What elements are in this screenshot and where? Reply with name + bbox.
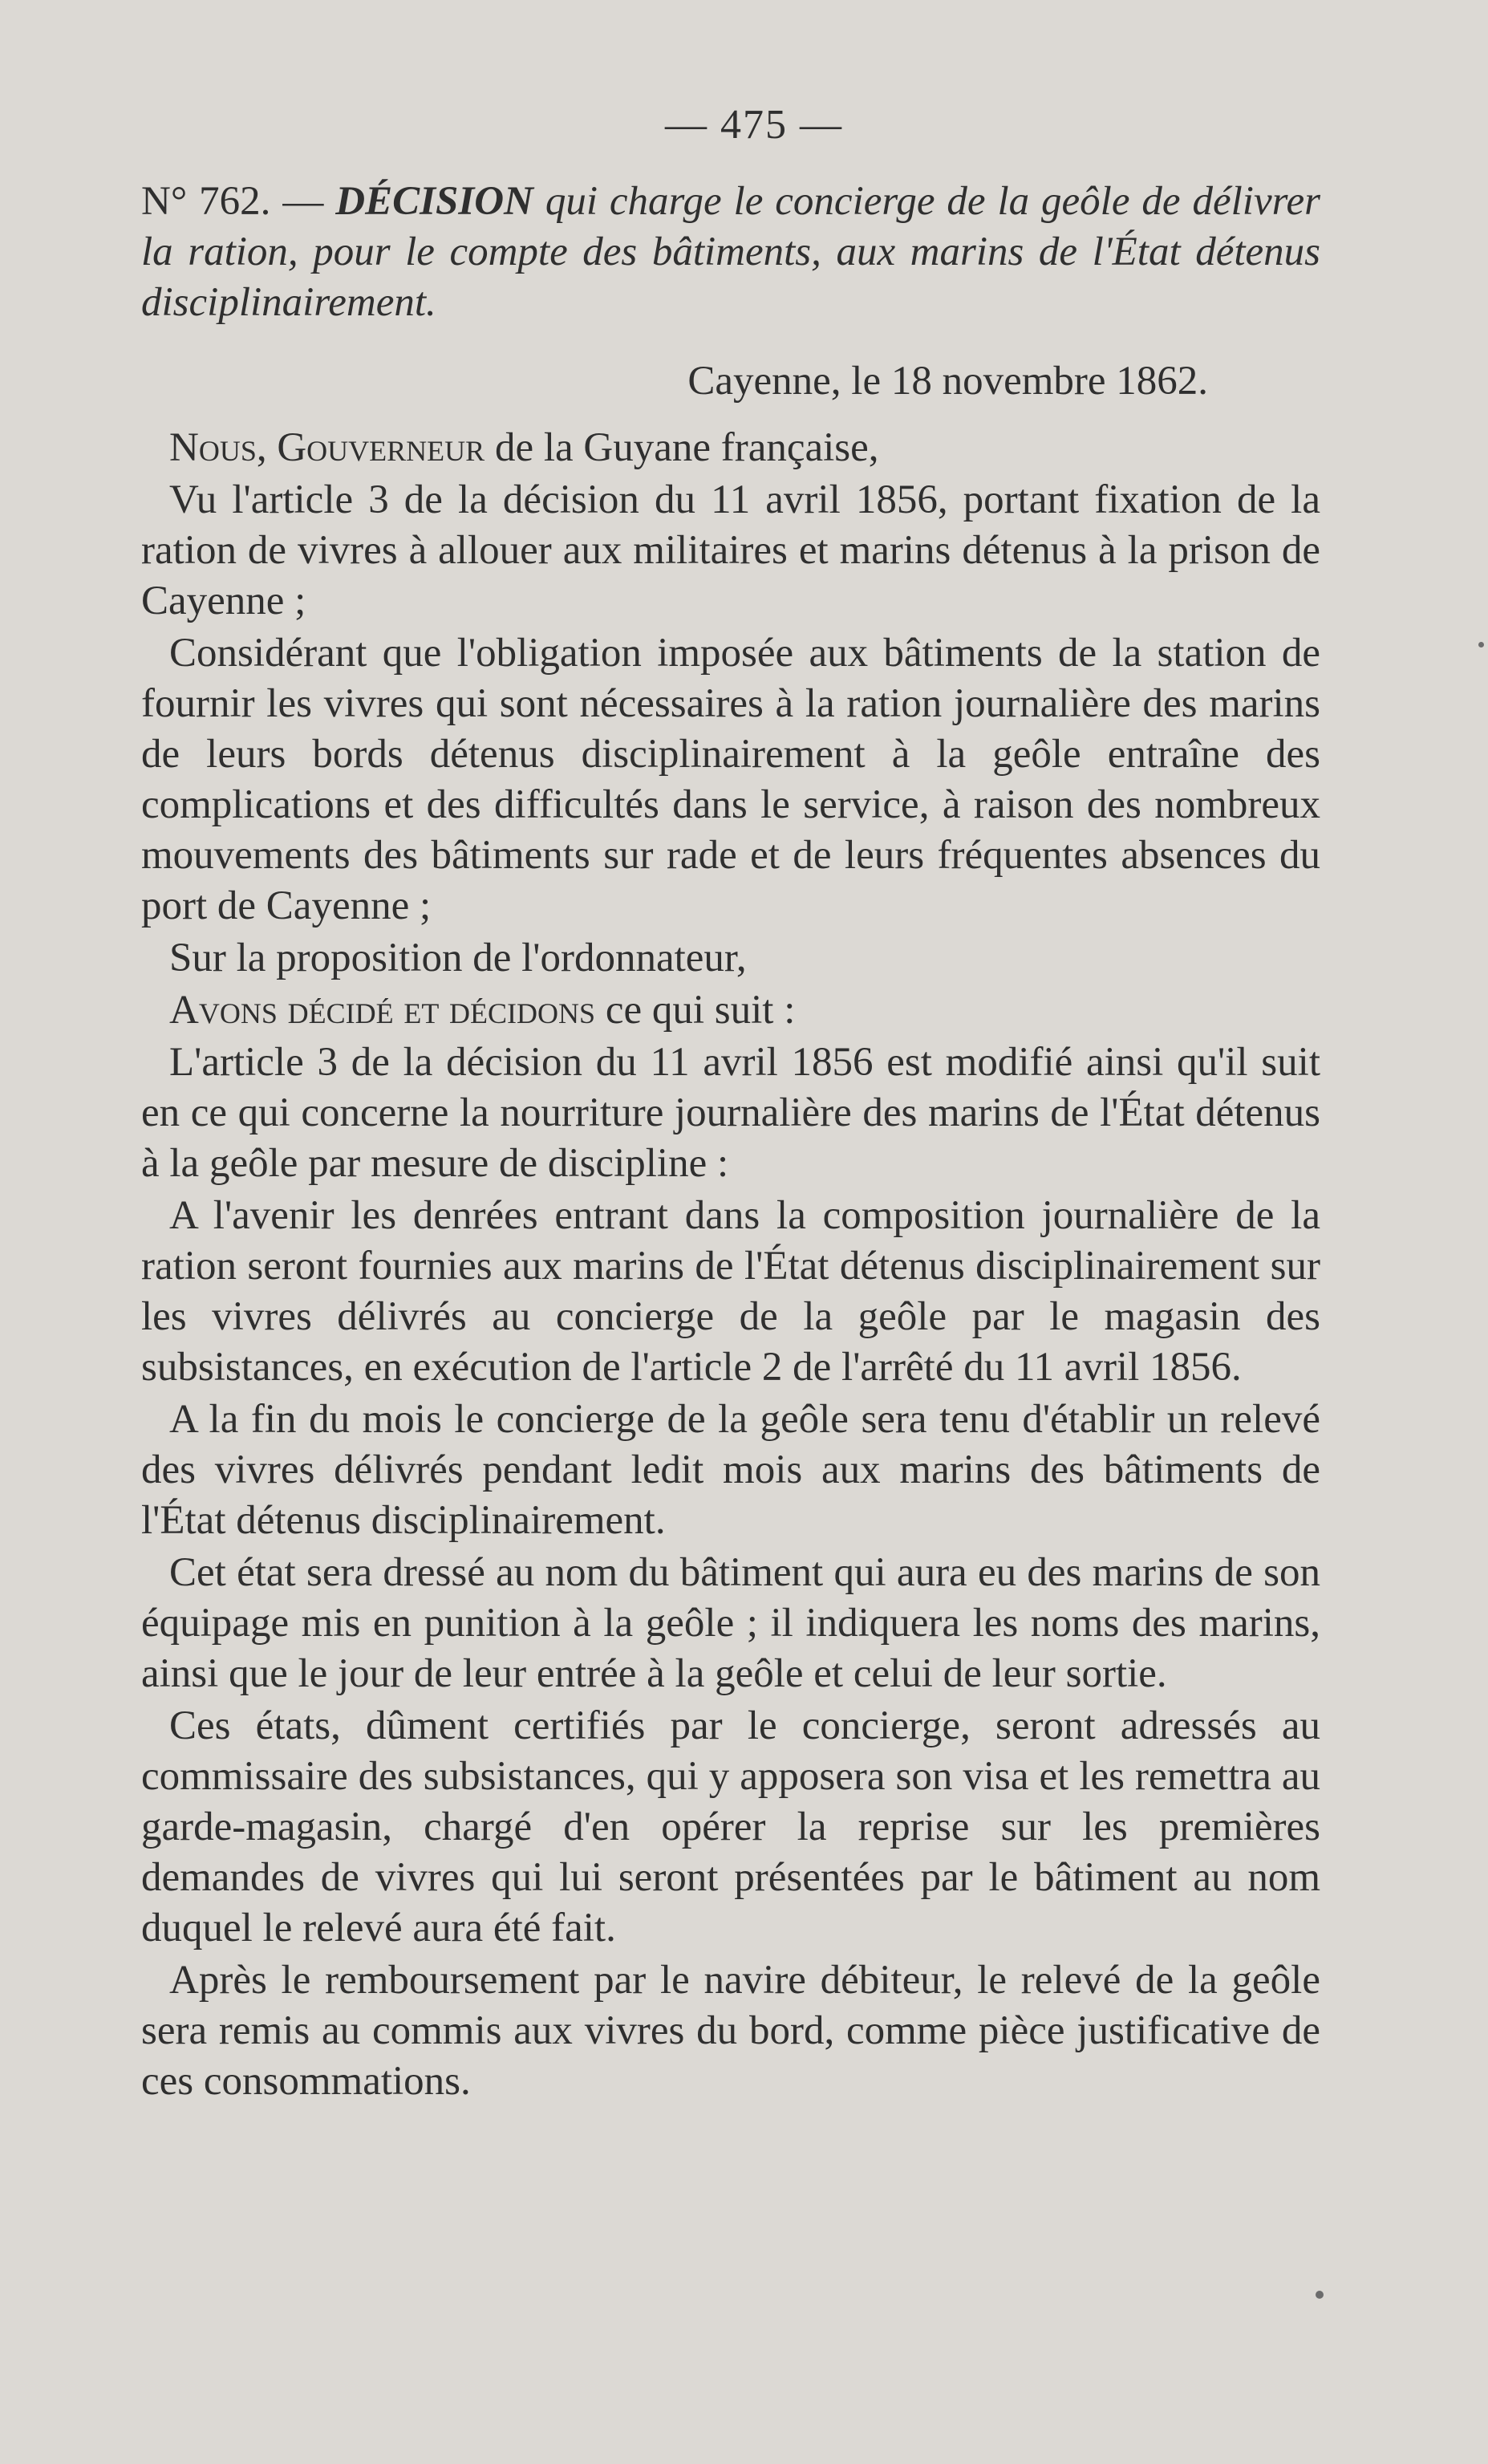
heading-dash: — bbox=[282, 179, 324, 224]
paragraph-etat: Cet état sera dressé au nom du bâtiment qui aura eu des marins de son équipage mis en punition à la geôle ; il indiquera les noms des marins, ainsi que le jour de leur entrée à la geôle et celui de leur sortie. bbox=[141, 1550, 1320, 1696]
decision-number: N° 762. bbox=[141, 179, 271, 224]
decision-title: DÉCISION bbox=[335, 179, 533, 224]
paragraph-remboursement: Après le remboursement par le navire débiteur, le relevé de la geôle sera remis au commis aux vivres du bord, comme pièce justificative de ces consommations. bbox=[141, 1958, 1320, 2104]
decision-intro bbox=[141, 985, 1320, 1036]
document-body bbox=[141, 177, 1320, 2109]
authority-rest: de la Guyane française, bbox=[485, 425, 879, 470]
authority-title: Nous, Gouverneur bbox=[169, 425, 485, 470]
decision-subject: qui charge le concierge de la geôle de délivrer la ration, pour le compte des bâtiments, aux marins de l'État détenus disciplinairement. bbox=[141, 179, 1321, 325]
paragraph-proposition: Sur la proposition de l'ordonnateur, bbox=[169, 936, 747, 980]
paragraph-fin-du-mois: A la fin du mois le concierge de la geôle sera tenu d'établir un relevé des vivres délivrés pendant ledit mois aux marins des bâtiments de l'État détenus disciplinairement. bbox=[141, 1397, 1320, 1543]
paper-speck bbox=[1478, 642, 1484, 647]
decision-heading bbox=[141, 177, 1320, 328]
decision-intro-title: Avons décidé et décidons bbox=[169, 988, 596, 1033]
paragraph-avenir: A l'avenir les denrées entrant dans la composition journalière de la ration seront fournies aux marins de l'État détenus disciplinairement sur les vivres délivrés au concierge de la geôle par le magasin des subsistances, en exécution de l'article 2 de l'arrêté du 11 avril 1856. bbox=[141, 1193, 1320, 1390]
decision-intro-rest: ce qui suit : bbox=[595, 988, 796, 1033]
paragraph-considerant: Considérant que l'obligation imposée aux bâtiments de la station de fournir les vivres qui sont nécessaires à la ration journalière des marins de leurs bords détenus disciplinairement à la geôle entraîne des complications et des difficultés dans le service, à raison des nombreux mouvements des bâtiments sur rade et de leurs fréquentes absences du port de Cayenne ; bbox=[141, 631, 1320, 928]
paragraph-certification: Ces états, dûment certifiés par le concierge, seront adressés au commissaire des subsistances, qui y apposera son visa et les remettra au garde-magasin, chargé d'en opérer la reprise sur les premières demandes de vivres qui lui seront présentées par le bâtiment au nom duquel le relevé aura été fait. bbox=[141, 1703, 1320, 1950]
paragraph-vu: Vu l'article 3 de la décision du 11 avril 1856, portant fixation de la ration de vivres à allouer aux militaires et marins détenus à la prison de Cayenne ; bbox=[141, 477, 1320, 623]
date-line: Cayenne, le 18 novembre 1862. bbox=[687, 359, 1208, 404]
page-number: — 475 — bbox=[665, 102, 843, 148]
authority-line bbox=[141, 423, 1320, 473]
paragraph-article-3: L'article 3 de la décision du 11 avril 1856 est modifié ainsi qu'il suit en ce qui concerne la nourriture journalière des marins de l'État détenus à la geôle par mesure de discipline : bbox=[141, 1040, 1320, 1186]
paper-speck bbox=[1316, 2291, 1324, 2299]
